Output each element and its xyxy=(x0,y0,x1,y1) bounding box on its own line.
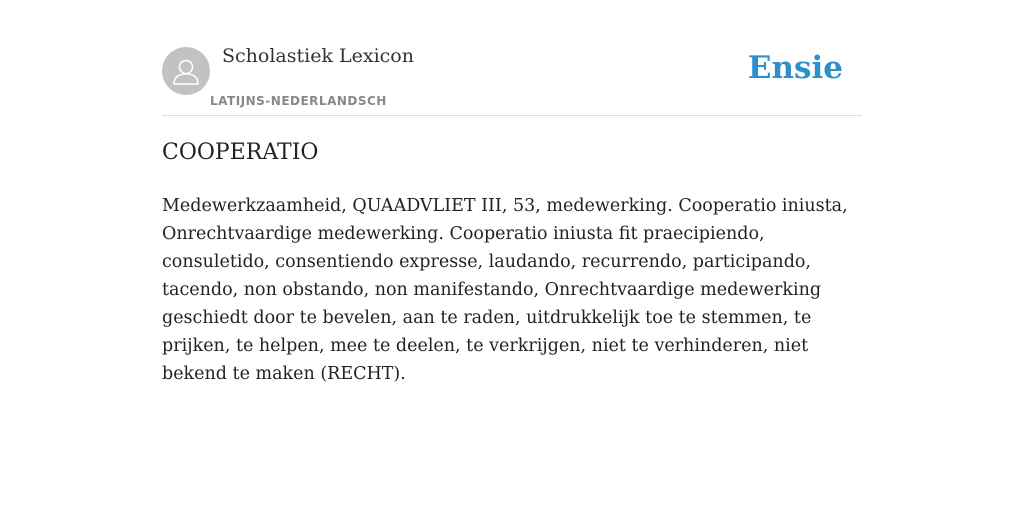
entry-definition: Medewerkzaamheid, QUAADVLIET III, 53, medewerking. Cooperatio iniusta, Onrechtvaardige medewerking. Cooperatio iniusta fit praecipiendo, consuletido, consentiendo expresse, laudando, recurrendo, participando, tacendo, non obstando, non manifestando, Onrechtvaardige medewerking geschiedt door te bevelen, aan te raden, uitdrukkelijk toe te stemmen, te prijken, te helpen, mee te deelen, te verkrijgen, niet te verhinderen, niet bekend te maken (RECHT). xyxy=(162,196,848,384)
entry-card xyxy=(162,0,862,512)
user-silhouette-icon xyxy=(162,47,210,95)
author-avatar[interactable] xyxy=(162,47,210,95)
dictionary-subtitle: LATIJNS-NEDERLANDSCH xyxy=(210,94,387,108)
entry-header xyxy=(162,0,862,116)
entry-title: COOPERATIO xyxy=(162,140,319,165)
brand-logo[interactable]: Ensie xyxy=(747,50,843,86)
author-name[interactable]: Scholastiek Lexicon xyxy=(222,45,414,67)
